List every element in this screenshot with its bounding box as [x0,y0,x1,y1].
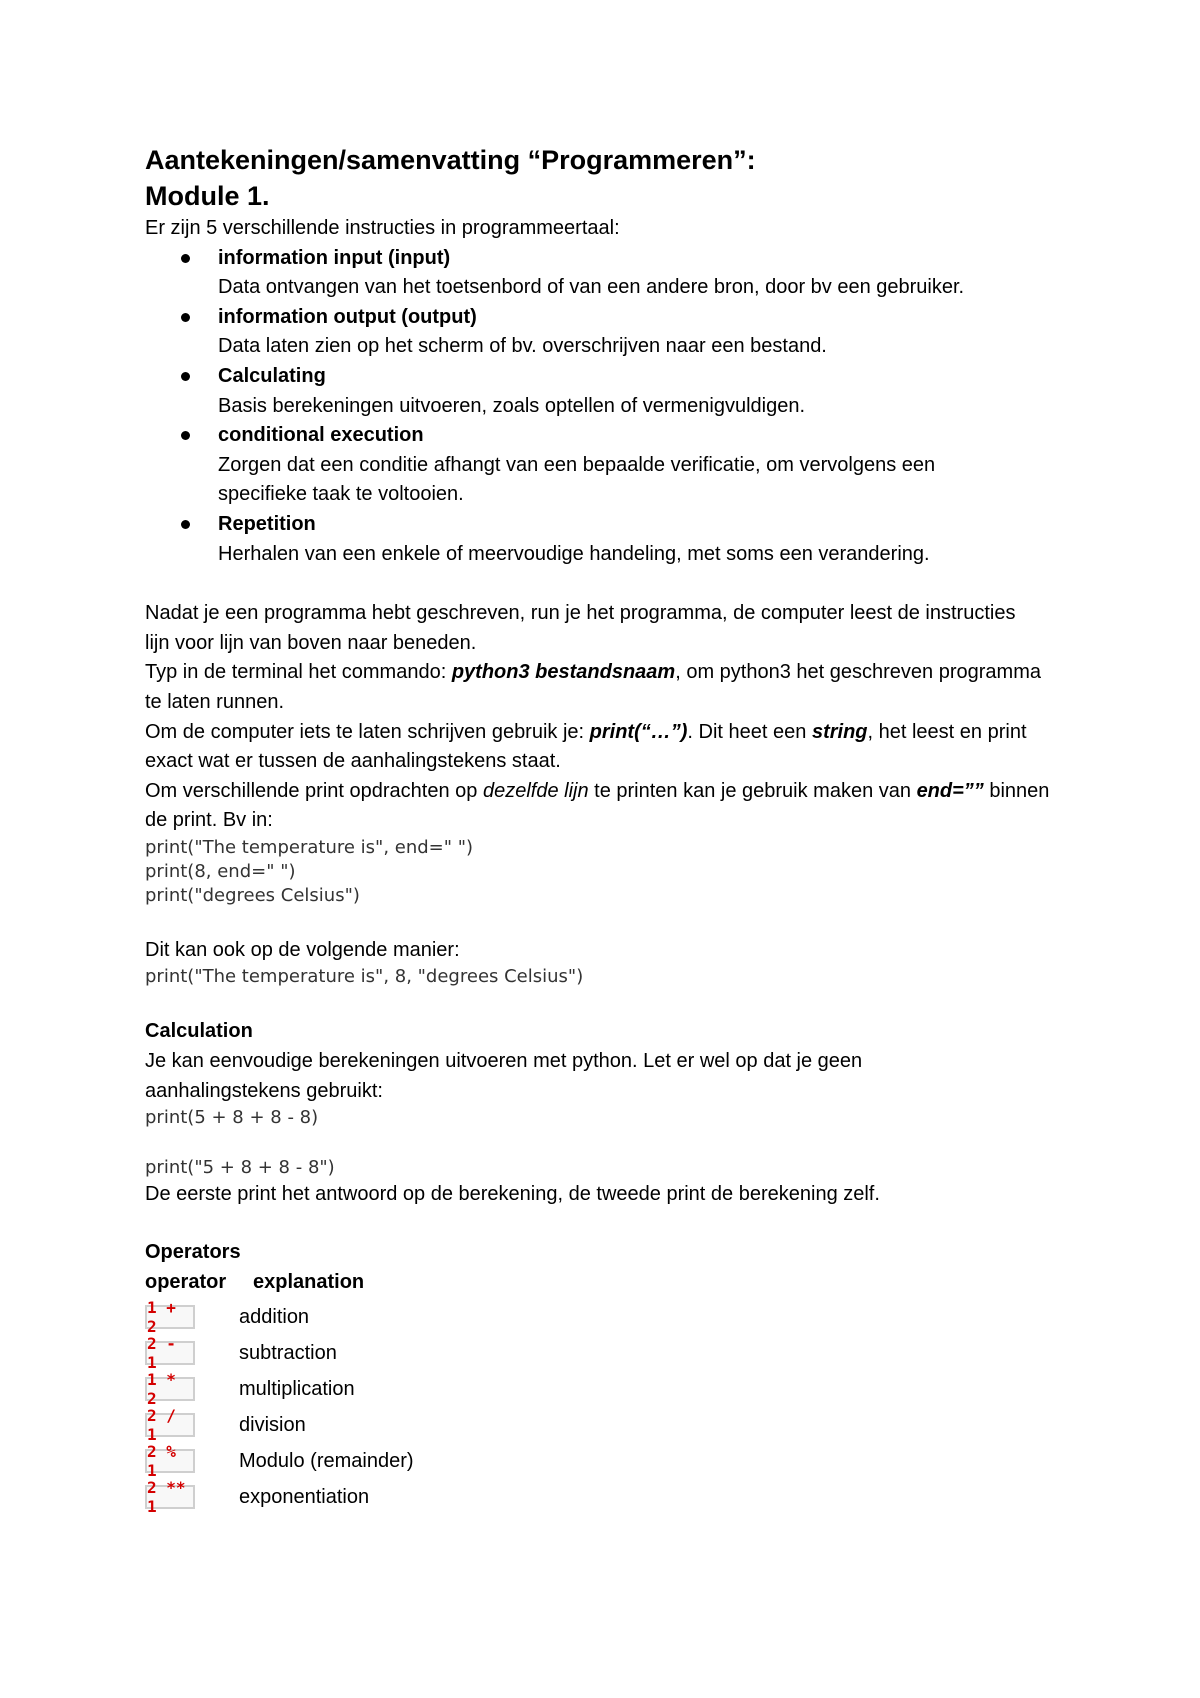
table-row [145,1335,1065,1371]
list-item: information output (output) Data laten zien op het scherm of bv. overschrijven naar een bestand. [145,303,1065,362]
operator-label: exponentiation [239,1485,370,1508]
code-line: print("5 + 8 + 8 - 8") [145,1157,335,1179]
operator-label: multiplication [239,1377,355,1400]
code-line: print("The temperature is", 8, "degrees Celsius") [145,966,584,988]
list-item: information input (input) Data ontvangen van het toetsenbord of van een andere bron, door bv een gebruiker. [145,244,1065,303]
operator-code: 2 - 1 [145,1341,195,1365]
paragraph-run: Nadat je een programma hebt geschreven, run je het programma, de computer leest de instructies lijn voor lijn van boven naar beneden. [145,602,1016,654]
paragraph-print: Om de computer iets te laten schrijven gebruik je: print(“…”). Dit heet een string, het leest en print exact wat er tussen de aanhalingstekens staat. [145,720,1027,773]
code-line: print("degrees Celsius") [145,884,360,906]
operators-heading: Operators [145,1240,241,1263]
operators-table-header [145,1267,1065,1297]
list-item: Repetition Herhalen van een enkele of meervoudige handeling, met soms een verandering. [145,510,1065,569]
list-item: Calculating Basis berekeningen uitvoeren, zoals optellen of vermenigvuldigen. [145,362,1065,421]
instruction-list [145,244,1065,570]
operator-code: 1 * 2 [145,1377,195,1401]
code-line: print(5 + 8 + 8 - 8) [145,1107,319,1129]
code-line: print("The temperature is", end=" ") [145,836,474,858]
table-row [145,1443,1065,1479]
operator-label: addition [239,1305,310,1328]
operator-code: 2 ** 1 [145,1485,195,1509]
list-item: conditional execution Zorgen dat een conditie afhangt van een bepaalde verificatie, om vervolgens een specifieke taak te voltooien. [145,421,1065,510]
operator-code: 1 + 2 [145,1305,195,1329]
table-row [145,1371,1065,1407]
alt-intro-text: Dit kan ook op de volgende manier: [145,938,460,961]
operators-table [145,1299,1065,1515]
paragraph-end: Om verschillende print opdrachten op dezelfde lijn te printen kan je gebruik maken van end=”” binnen de print. Bv in: [145,779,1050,832]
calculation-result: De eerste print het antwoord op de berekening, de tweede print de berekening zelf. [145,1183,880,1206]
operator-code: 2 / 1 [145,1413,195,1437]
module-heading: Module 1. [145,181,270,211]
operator-code: 2 % 1 [145,1449,195,1473]
column-header-explanation: explanation [253,1271,365,1294]
calculation-text: Je kan eenvoudige berekeningen uitvoeren met python. Let er wel op dat je geen aanhalingstekens gebruikt: [145,1050,863,1102]
document-page [145,142,1065,1515]
operator-label: division [239,1413,306,1436]
table-row [145,1479,1065,1515]
document-title: Aantekeningen/samenvatting “Programmeren”: [145,145,756,175]
paragraph-terminal: Typ in de terminal het commando: python3 bestandsnaam, om python3 het geschreven programma te laten runnen. [145,661,1041,713]
operator-label: subtraction [239,1341,337,1364]
table-row [145,1407,1065,1443]
operator-label: Modulo (remainder) [239,1449,414,1472]
code-line: print(8, end=" ") [145,860,296,882]
column-header-operator: operator [145,1271,227,1294]
table-row [145,1299,1065,1335]
calculation-heading: Calculation [145,1020,253,1043]
intro-text: Er zijn 5 verschillende instructies in programmeertaal: [145,217,620,239]
